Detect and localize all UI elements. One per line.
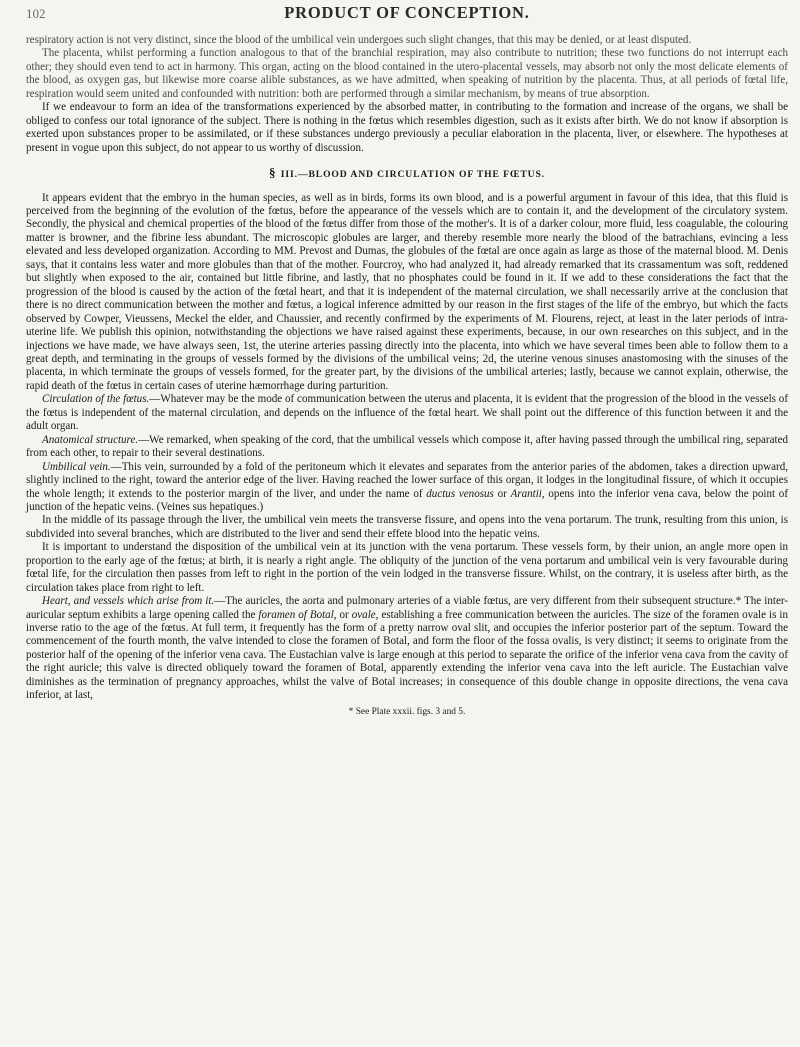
paragraph: respiratory action is not very distinct, since the blood of the umbilical vein undergoes such slight changes, that this may be denied, or at least disputed.: [26, 34, 692, 46]
run-in-heading: Umbilical vein.: [42, 460, 111, 473]
paragraph-text: or: [493, 487, 511, 500]
paragraph-text: —Whatever may be the mode of communication between the uterus and placenta, it is evident that the progression of the blood in the vessels of the fœtus is independent of the maternal circulation, and depends on the influence of the fœtal heart. We shall point out the difference of this function between it and the adult organ.: [26, 393, 789, 433]
italic-term: ovale,: [351, 608, 379, 621]
paragraph-text: establishing a free communication between the auricles. The size of the foramen ovale is in inverse ratio to the age of the fœtus. At full term, it frequently has the form of a pretty narrow oval slit, and occupies the inferior posterior part of the septum. Toward the commencement of the fourth month, the valve intended to close the foramen of Botal, and form the floor of the fossa ovalis, is very distinct; it seems to originate from the posterior half of the opening of the inferior vena cava. The Eustachian valve is large enough at this period to separate the orifice of the inferior vena cava from the cavity of the right auricle; this valve is directed obliquely toward the foramen of Botal, apparently extending the inferior vena cava into the left auricle. The Eustachian valve diminishes as the termination of pregnancy approaches, whilst the valve of Botal increases; in consequence of this double change in opposite directions, the vena cava inferior, at last,: [26, 608, 788, 702]
run-in-heading: Anatomical structure.: [42, 433, 139, 446]
body-text: [26, 34, 788, 719]
running-head: PRODUCT OF CONCEPTION.: [284, 3, 530, 22]
paragraph: It appears evident that the embryo in the human species, as well as in birds, forms its own blood, and is a powerful argument in favour of this idea, that this fluid is perceived from the beginning of the evolution of the fœtus, before the appearance of the vessels which are to contain it, and the development of the circulatory system. Secondly, the physical and chemical properties of the blood of the fœtus differ from those of the mother's. It is of a darker colour, more fluid, less coagulable, the colouring matter is browner, and the fibrine less abundant. The microscopic globules are larger, and thereby resemble more nearly the blood of the batrachians, evincing a less elevated and less developed organization. According to MM. Prevost and Dumas, the globules of the fœtal are once again as large as those of the maternal blood. M. Denis says, that it contains less water and more globules than that of the mother. Fourcroy, who had analyzed it, had already remarked that its crassamentum was soft, reddened but slightly when exposed to the air, contained but little fibrine, and lastly, that no phosphates could be found in it. If we add to these considerations the fact that the progression of the blood is caused by the action of the fœtal heart, and that it is independent of the maternal circulation, we shall necessarily arrive at the conclusion that there is no direct communication between the mother and fœtus, a logical inference admitted by our reason in the first stages of the life of the embryo, but which the facts observed by Cowper, Vieussens, Meckel the elder, and Chaussier, and recently confirmed by the experiments of M. Flourens, reject, at least in the later periods of intra-uterine life. We publish this opinion, notwithstanding the objections we have raised against these experiments, because, in our own researches on this subject, and in the injections we have made, we have always seen, 1st, the uterine arteries passing directly into the placenta, into which we have several times been able to follow them to a great depth, and terminating in the groups of vessels formed by the divisions of the umbilical veins; 2d, the uterine venous sinuses anastomosing with the sinuses of the placenta, in which terminate the groups of vessels formed, for the greater part, by the divisions of the umbilical arteries; lastly, because we cannot explain, otherwise, the rapid death of the fœtus in certain cases of uterine hæmorrhage during parturition.: [26, 191, 788, 392]
page-number: 102: [26, 6, 46, 21]
italic-term: Arantii,: [510, 487, 545, 500]
section-symbol: §: [268, 165, 276, 181]
paragraph-text: opens into the inferior vena cava, below the point of junction of the hepatic veins. (Veines sus hepatiques.): [26, 487, 789, 513]
section-title: III.—BLOOD AND CIRCULATION OF THE FŒTUS.: [280, 169, 546, 181]
paragraph: If we endeavour to form an idea of the transformations experienced by the absorbed matter, in contributing to the formation and increase of the organs, we shall be obliged to confess our total ignorance of the subject. There is nothing in the fœtus which resembles digestion, such as it exists after birth. We do not know if absorption is exerted upon substances proper to be assimilated, or if these substances undergo previously a peculiar elaboration in the placenta, liver, or elsewhere. The hypotheses at present in vogue upon this subject, do not appear to us worthy of discussion.: [26, 101, 788, 154]
paragraph-text: —This vein, surrounded by a fold of the peritoneum which it elevates and separates from the anterior paries of the abdomen, takes a direction upward, slightly inclined to the right, toward the anterior edge of the liver. Having reached the lower surface of this organ, it lodges in the longitudinal fissure, of which it occupies the whole length; it extends to the posterior margin of the liver, and under the name of: [26, 460, 788, 500]
paragraph-text: —The auricles, the aorta and pulmonary arteries of a viable fœtus, are very different from their subsequent structure.* The inter-auricular septum exhibits a large opening called the: [26, 595, 788, 621]
page-header: [26, 0, 788, 34]
paragraph: [26, 461, 788, 515]
paragraph: It is important to understand the disposition of the umbilical vein at its junction with the vena portarum. These vessels form, by their union, an angle more open in proportion to the early age of the fœtus; at birth, it is nearly a right angle. The obliquity of the junction of the vena portarum and umbilical vein is very favourable during fœtal life, for the circulation then passes from left to right in the portion of the vein lodged in the transverse fissure. Whilst, on the contrary, it is useless after birth, as the circulation takes place from right to left.: [26, 541, 788, 594]
paragraph: [26, 434, 788, 461]
italic-term: ductus venosus: [426, 487, 494, 500]
paragraph: [26, 595, 788, 703]
paragraph: The placenta, whilst performing a function analogous to that of the branchial respiration, may also contribute to nutrition; these two functions do not interrupt each other; they should even tend to act in harmony. This organ, acting on the blood contained in the utero-placental vessels, may absorb not only the most delicate elements of the blood, as oxygen gas, but likewise more coarse alible substances, as we have admitted, when speaking of nutrition by the placenta. Thus, at all periods of fœtal life, respiration would seem united and confounded with nutrition: both are performed through a similar mechanism, by means of true absorption.: [26, 47, 788, 100]
paragraph-text: or: [336, 608, 352, 621]
run-in-heading: Circulation of the fœtus.: [42, 393, 150, 406]
paragraph: In the middle of its passage through the liver, the umbilical vein meets the transverse fissure, and opens into the vena portarum. The trunk, resulting from this union, is subdivided into several branches, which are distributed to the liver and send their effete blood into the hepatic veins.: [26, 514, 788, 540]
section-heading: [26, 166, 788, 181]
paragraph-text: —We remarked, when speaking of the cord, that the umbilical vessels which compose it, after having passed through the umbilical ring, separated from each other, to repair to their several destinations.: [26, 433, 788, 460]
run-in-heading: Heart, and vessels which arise from it.: [42, 595, 215, 608]
footnote: * See Plate xxxii. figs. 3 and 5.: [348, 706, 466, 717]
italic-term: foramen of Botal,: [258, 608, 337, 621]
paragraph: [26, 393, 788, 433]
